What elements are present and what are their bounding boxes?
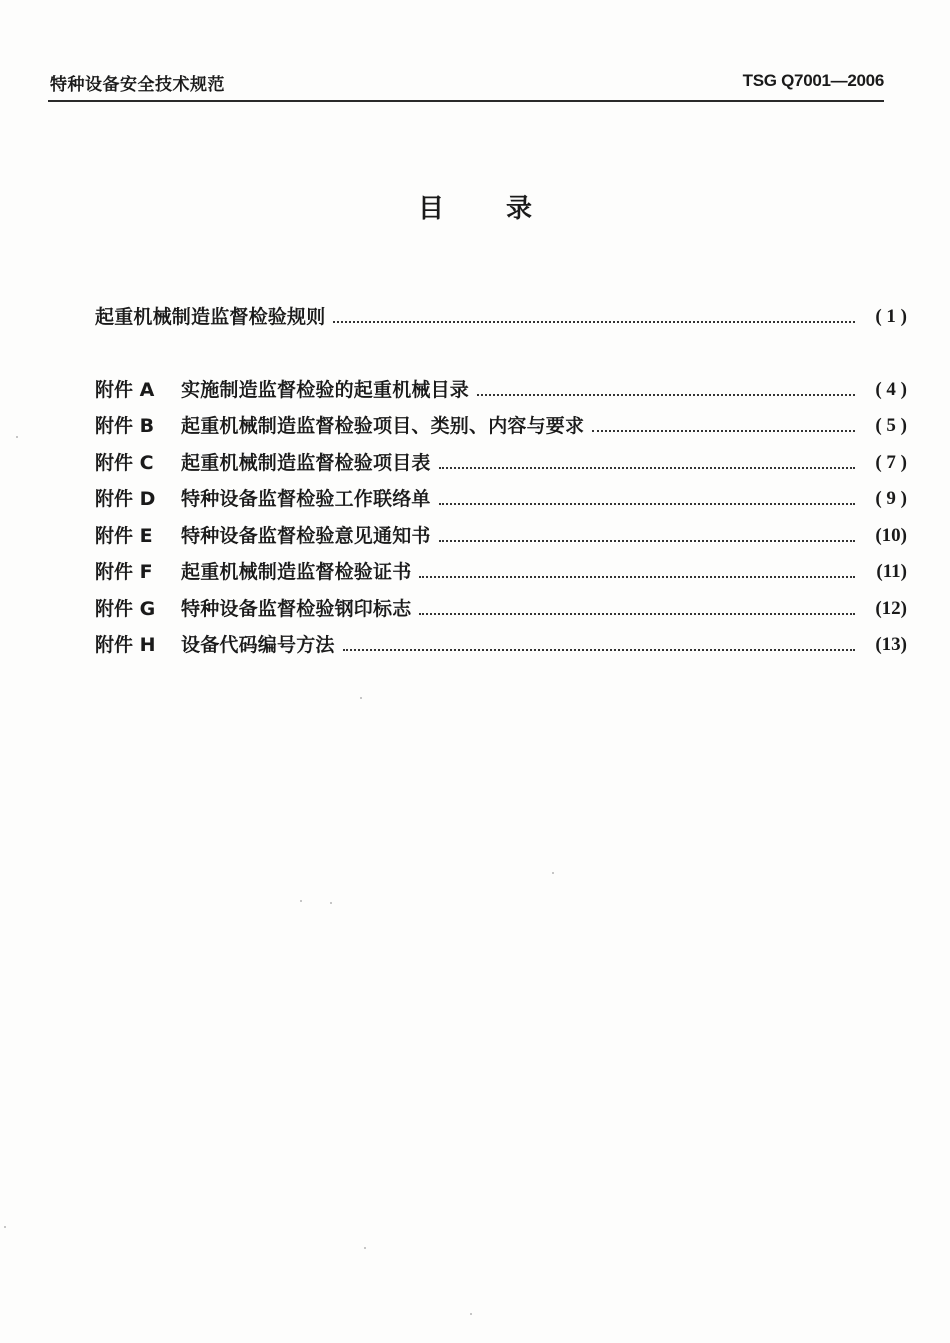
toc-leader-dots bbox=[333, 321, 855, 323]
toc-page-number: (13) bbox=[875, 634, 907, 655]
toc-page-number: (12) bbox=[875, 598, 907, 619]
toc-entry-annex-h[interactable] bbox=[95, 630, 907, 660]
toc-page-number: ( 4 ) bbox=[875, 379, 907, 400]
toc-annex-label: 附件 E bbox=[95, 525, 153, 547]
toc-entry-title: 特种设备监督检验钢印标志 bbox=[181, 598, 412, 620]
toc-annex-label: 附件 A bbox=[95, 379, 155, 401]
toc-entry-title: 特种设备监督检验意见通知书 bbox=[181, 525, 431, 547]
toc-entry-annex-b[interactable] bbox=[95, 411, 907, 441]
toc-leader-dots bbox=[592, 430, 855, 432]
toc-entry-annex-f[interactable] bbox=[95, 557, 907, 587]
scan-speck bbox=[4, 1226, 6, 1228]
toc-leader-dots bbox=[439, 467, 855, 469]
header-standard-code: TSG Q7001—2006 bbox=[742, 71, 884, 90]
scan-speck bbox=[360, 697, 362, 699]
toc-entry-annex-a[interactable] bbox=[95, 375, 907, 405]
toc-leader-dots bbox=[477, 394, 855, 396]
toc-page-number: ( 5 ) bbox=[875, 415, 907, 436]
header-series-title: 特种设备安全技术规范 bbox=[50, 75, 225, 95]
toc-entry-annex-c[interactable] bbox=[95, 448, 907, 478]
toc-entry-title: 特种设备监督检验工作联络单 bbox=[181, 488, 431, 510]
toc-page-number: (10) bbox=[875, 525, 907, 546]
toc-page-number: (11) bbox=[876, 561, 907, 582]
toc-entry-title: 实施制造监督检验的起重机械目录 bbox=[181, 379, 470, 401]
toc-annex-label: 附件 F bbox=[95, 561, 153, 583]
toc-page-number: ( 7 ) bbox=[875, 452, 907, 473]
toc-annex-label: 附件 B bbox=[95, 415, 155, 437]
toc-entry-title: 起重机械制造监督检验项目表 bbox=[181, 452, 431, 474]
toc-leader-dots bbox=[439, 503, 855, 505]
toc-entry-annex-g[interactable] bbox=[95, 594, 907, 624]
scan-speck bbox=[16, 436, 18, 438]
toc-annex-label: 附件 C bbox=[95, 452, 154, 474]
toc-page-number: ( 1 ) bbox=[875, 306, 907, 327]
scan-speck bbox=[300, 900, 302, 902]
toc-entry-main[interactable] bbox=[95, 302, 907, 332]
toc-entry-annex-e[interactable] bbox=[95, 521, 907, 551]
scan-speck bbox=[552, 872, 554, 874]
toc-entry-annex-d[interactable] bbox=[95, 484, 907, 514]
scan-speck bbox=[364, 1247, 366, 1249]
toc-leader-dots bbox=[419, 576, 855, 578]
toc-annex-label: 附件 G bbox=[95, 598, 156, 620]
toc-page-number: ( 9 ) bbox=[875, 488, 907, 509]
toc-entry-title: 设备代码编号方法 bbox=[181, 634, 335, 656]
toc-leader-dots bbox=[343, 649, 855, 651]
scan-speck bbox=[330, 902, 332, 904]
page-header bbox=[48, 66, 884, 102]
toc-entry-title: 起重机械制造监督检验证书 bbox=[181, 561, 412, 583]
page-title: 目录 bbox=[417, 194, 594, 224]
scan-speck bbox=[470, 1313, 472, 1315]
toc-leader-dots bbox=[439, 540, 855, 542]
toc-entry-title: 起重机械制造监督检验规则 bbox=[95, 306, 326, 328]
toc-leader-dots bbox=[419, 613, 855, 615]
toc-annex-label: 附件 H bbox=[95, 634, 156, 656]
toc-annex-label: 附件 D bbox=[95, 488, 156, 510]
toc-entry-title: 起重机械制造监督检验项目、类别、内容与要求 bbox=[181, 415, 585, 437]
